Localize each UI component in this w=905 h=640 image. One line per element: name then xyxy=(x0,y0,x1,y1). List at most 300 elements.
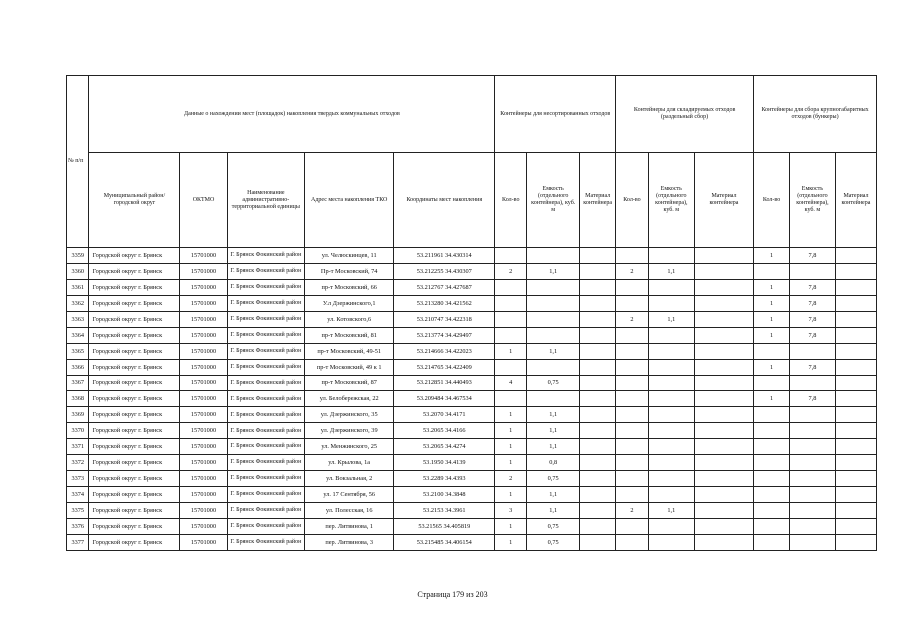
sorted-material-cell xyxy=(694,343,753,359)
row-number: 3367 xyxy=(67,375,89,391)
oktmo-cell: 15701000 xyxy=(180,518,227,534)
unsorted-count-cell: 2 xyxy=(495,471,527,487)
territory-cell: Г. Брянск Фокинский район xyxy=(227,327,305,343)
municipality-cell: Городской округ г. Брянск xyxy=(89,407,180,423)
unsorted-capacity-cell xyxy=(527,279,580,295)
unsorted-count-cell: 4 xyxy=(495,375,527,391)
address-cell: ул. Белобережская, 22 xyxy=(305,391,394,407)
bulky-count-cell xyxy=(754,487,790,503)
sorted-capacity-cell xyxy=(648,375,694,391)
unsorted-count-cell: 1 xyxy=(495,343,527,359)
address-cell: пр-т Московский, 66 xyxy=(305,279,394,295)
col-unsorted-count-header: Кол-во xyxy=(495,153,527,248)
oktmo-cell: 15701000 xyxy=(180,503,227,519)
bulky-capacity-cell: 7,8 xyxy=(789,391,835,407)
address-cell: ул. Дзержинского, 39 xyxy=(305,423,394,439)
bulky-material-cell xyxy=(835,327,876,343)
sorted-capacity-cell xyxy=(648,279,694,295)
bulky-capacity-cell xyxy=(789,343,835,359)
unsorted-count-cell: 1 xyxy=(495,534,527,550)
coords-cell: 53.210747 34.422318 xyxy=(394,311,495,327)
coords-cell: 53.1950 34.4139 xyxy=(394,455,495,471)
col-sorted-material-header: Материал контейнера xyxy=(694,153,753,248)
unsorted-count-cell: 1 xyxy=(495,407,527,423)
bulky-count-cell: 1 xyxy=(754,359,790,375)
municipality-cell: Городской округ г. Брянск xyxy=(89,518,180,534)
unsorted-count-cell: 3 xyxy=(495,503,527,519)
address-cell: ул. Менжинского, 25 xyxy=(305,439,394,455)
bulky-count-cell xyxy=(754,471,790,487)
unsorted-count-cell xyxy=(495,391,527,407)
oktmo-cell: 15701000 xyxy=(180,263,227,279)
sorted-count-cell xyxy=(616,407,649,423)
sorted-count-cell xyxy=(616,471,649,487)
bulky-count-cell xyxy=(754,534,790,550)
sorted-capacity-cell xyxy=(648,487,694,503)
col-number-header: № п/п xyxy=(67,76,89,248)
municipality-cell: Городской округ г. Брянск xyxy=(89,327,180,343)
bulky-material-cell xyxy=(835,423,876,439)
address-cell: ул. Вокзальная, 2 xyxy=(305,471,394,487)
sorted-material-cell xyxy=(694,439,753,455)
sorted-count-cell xyxy=(616,327,649,343)
unsorted-capacity-cell: 0,75 xyxy=(527,471,580,487)
coords-cell: 53.2153 34.3961 xyxy=(394,503,495,519)
table-body xyxy=(67,248,877,551)
municipality-cell: Городской округ г. Брянск xyxy=(89,503,180,519)
table-row xyxy=(67,375,877,391)
sorted-capacity-cell xyxy=(648,439,694,455)
row-number: 3365 xyxy=(67,343,89,359)
sorted-material-cell xyxy=(694,487,753,503)
sorted-material-cell xyxy=(694,503,753,519)
sorted-count-cell xyxy=(616,343,649,359)
oktmo-cell: 15701000 xyxy=(180,375,227,391)
group-sorted-header: Контейнеры для складируемых отходов (раздельный сбор) xyxy=(616,76,754,153)
unsorted-material-cell xyxy=(580,375,616,391)
coords-cell: 53.212851 34.440493 xyxy=(394,375,495,391)
bulky-capacity-cell: 7,8 xyxy=(789,359,835,375)
address-cell: пер. Литвинова, 3 xyxy=(305,534,394,550)
oktmo-cell: 15701000 xyxy=(180,359,227,375)
bulky-material-cell xyxy=(835,455,876,471)
sorted-material-cell xyxy=(694,279,753,295)
coords-cell: 53.2289 34.4393 xyxy=(394,471,495,487)
header-column-row xyxy=(67,153,877,248)
municipality-cell: Городской округ г. Брянск xyxy=(89,311,180,327)
col-unsorted-capacity-header: Емкость (отдельного контейнера), куб. м xyxy=(527,153,580,248)
territory-cell: Г. Брянск Фокинский район xyxy=(227,534,305,550)
municipality-cell: Городской округ г. Брянск xyxy=(89,295,180,311)
oktmo-cell: 15701000 xyxy=(180,248,227,264)
unsorted-material-cell xyxy=(580,471,616,487)
sorted-count-cell: 2 xyxy=(616,263,649,279)
unsorted-material-cell xyxy=(580,359,616,375)
col-coords-header: Координаты мест накопления xyxy=(394,153,495,248)
municipality-cell: Городской округ г. Брянск xyxy=(89,375,180,391)
bulky-capacity-cell xyxy=(789,471,835,487)
sorted-capacity-cell: 1,1 xyxy=(648,263,694,279)
bulky-capacity-cell: 7,8 xyxy=(789,248,835,264)
bulky-material-cell xyxy=(835,279,876,295)
bulky-capacity-cell: 7,8 xyxy=(789,327,835,343)
page-footer: Страница 179 из 203 xyxy=(417,590,488,599)
bulky-capacity-cell: 7,8 xyxy=(789,295,835,311)
sorted-material-cell xyxy=(694,407,753,423)
bulky-material-cell xyxy=(835,391,876,407)
bulky-material-cell xyxy=(835,263,876,279)
sorted-material-cell xyxy=(694,471,753,487)
bulky-capacity-cell xyxy=(789,503,835,519)
bulky-material-cell xyxy=(835,248,876,264)
bulky-count-cell: 1 xyxy=(754,295,790,311)
table-row xyxy=(67,487,877,503)
territory-cell: Г. Брянск Фокинский район xyxy=(227,503,305,519)
address-cell: пр-т Московский, 49 к 1 xyxy=(305,359,394,375)
sorted-capacity-cell: 1,1 xyxy=(648,503,694,519)
sorted-capacity-cell xyxy=(648,455,694,471)
bulky-material-cell xyxy=(835,487,876,503)
municipality-cell: Городской округ г. Брянск xyxy=(89,359,180,375)
oktmo-cell: 15701000 xyxy=(180,439,227,455)
table-row xyxy=(67,248,877,264)
sorted-count-cell xyxy=(616,359,649,375)
col-bulky-capacity-header: Емкость (отдельного контейнера), куб. м xyxy=(789,153,835,248)
bulky-material-cell xyxy=(835,503,876,519)
unsorted-count-cell xyxy=(495,279,527,295)
territory-cell: Г. Брянск Фокинский район xyxy=(227,518,305,534)
coords-cell: 53.214765 34.422409 xyxy=(394,359,495,375)
address-cell: пр-т Московский, 49-51 xyxy=(305,343,394,359)
territory-cell: Г. Брянск Фокинский район xyxy=(227,248,305,264)
sorted-count-cell xyxy=(616,455,649,471)
coords-cell: 53.212255 34.430307 xyxy=(394,263,495,279)
table-row xyxy=(67,534,877,550)
territory-cell: Г. Брянск Фокинский район xyxy=(227,455,305,471)
unsorted-capacity-cell xyxy=(527,327,580,343)
bulky-material-cell xyxy=(835,375,876,391)
sorted-material-cell xyxy=(694,248,753,264)
unsorted-capacity-cell: 1,1 xyxy=(527,423,580,439)
col-bulky-material-header: Материал контейнера xyxy=(835,153,876,248)
sorted-count-cell: 2 xyxy=(616,311,649,327)
row-number: 3366 xyxy=(67,359,89,375)
sorted-count-cell xyxy=(616,391,649,407)
coords-cell: 53.213280 34.421562 xyxy=(394,295,495,311)
municipality-cell: Городской округ г. Брянск xyxy=(89,391,180,407)
table-row xyxy=(67,391,877,407)
col-municipality-header: Муниципальный район/городской округ xyxy=(89,153,180,248)
coords-cell: 53.21565 34.405819 xyxy=(394,518,495,534)
unsorted-capacity-cell: 0,75 xyxy=(527,534,580,550)
col-unsorted-material-header: Материал контейнера xyxy=(580,153,616,248)
municipality-cell: Городской округ г. Брянск xyxy=(89,248,180,264)
address-cell: Пр-т Московский, 74 xyxy=(305,263,394,279)
territory-cell: Г. Брянск Фокинский район xyxy=(227,295,305,311)
col-oktmo-header: ОКТМО xyxy=(180,153,227,248)
oktmo-cell: 15701000 xyxy=(180,327,227,343)
unsorted-capacity-cell: 1,1 xyxy=(527,439,580,455)
sorted-capacity-cell xyxy=(648,471,694,487)
unsorted-count-cell xyxy=(495,327,527,343)
coords-cell: 53.2070 34.4171 xyxy=(394,407,495,423)
bulky-count-cell: 1 xyxy=(754,311,790,327)
row-number: 3362 xyxy=(67,295,89,311)
coords-cell: 53.214666 34.422023 xyxy=(394,343,495,359)
unsorted-material-cell xyxy=(580,248,616,264)
table-row xyxy=(67,439,877,455)
coords-cell: 53.211961 34.430314 xyxy=(394,248,495,264)
table-row xyxy=(67,295,877,311)
unsorted-count-cell: 1 xyxy=(495,455,527,471)
unsorted-material-cell xyxy=(580,423,616,439)
unsorted-capacity-cell xyxy=(527,391,580,407)
unsorted-material-cell xyxy=(580,327,616,343)
sorted-material-cell xyxy=(694,534,753,550)
territory-cell: Г. Брянск Фокинский район xyxy=(227,439,305,455)
oktmo-cell: 15701000 xyxy=(180,407,227,423)
address-cell: ул. Челюскинцев, 11 xyxy=(305,248,394,264)
address-cell: ул. 17 Сентября, 56 xyxy=(305,487,394,503)
sorted-material-cell xyxy=(694,391,753,407)
registry-sheet xyxy=(66,75,877,551)
unsorted-material-cell xyxy=(580,279,616,295)
col-sorted-capacity-header: Емкость (отдельного контейнера), куб. м xyxy=(648,153,694,248)
col-territory-header: Наименование административно-территориальной единицы xyxy=(227,153,305,248)
unsorted-capacity-cell: 0,75 xyxy=(527,375,580,391)
table-row xyxy=(67,263,877,279)
unsorted-material-cell xyxy=(580,295,616,311)
unsorted-capacity-cell xyxy=(527,311,580,327)
sorted-count-cell xyxy=(616,518,649,534)
unsorted-count-cell: 1 xyxy=(495,518,527,534)
row-number: 3371 xyxy=(67,439,89,455)
municipality-cell: Городской округ г. Брянск xyxy=(89,423,180,439)
oktmo-cell: 15701000 xyxy=(180,311,227,327)
sorted-count-cell xyxy=(616,423,649,439)
bulky-material-cell xyxy=(835,311,876,327)
bulky-material-cell xyxy=(835,518,876,534)
municipality-cell: Городской округ г. Брянск xyxy=(89,534,180,550)
unsorted-material-cell xyxy=(580,455,616,471)
unsorted-count-cell xyxy=(495,248,527,264)
row-number: 3368 xyxy=(67,391,89,407)
oktmo-cell: 15701000 xyxy=(180,455,227,471)
municipality-cell: Городской округ г. Брянск xyxy=(89,487,180,503)
sorted-capacity-cell xyxy=(648,407,694,423)
row-number: 3370 xyxy=(67,423,89,439)
bulky-capacity-cell: 7,8 xyxy=(789,279,835,295)
bulky-material-cell xyxy=(835,471,876,487)
municipality-cell: Городской округ г. Брянск xyxy=(89,455,180,471)
oktmo-cell: 15701000 xyxy=(180,471,227,487)
bulky-capacity-cell xyxy=(789,375,835,391)
address-cell: ул. Полесская, 16 xyxy=(305,503,394,519)
sorted-capacity-cell xyxy=(648,359,694,375)
unsorted-capacity-cell: 1,1 xyxy=(527,487,580,503)
bulky-capacity-cell xyxy=(789,407,835,423)
sorted-capacity-cell xyxy=(648,248,694,264)
bulky-count-cell xyxy=(754,503,790,519)
row-number: 3363 xyxy=(67,311,89,327)
coords-cell: 53.2100 34.3848 xyxy=(394,487,495,503)
bulky-count-cell xyxy=(754,518,790,534)
oktmo-cell: 15701000 xyxy=(180,279,227,295)
unsorted-material-cell xyxy=(580,439,616,455)
unsorted-material-cell xyxy=(580,487,616,503)
bulky-count-cell xyxy=(754,407,790,423)
unsorted-capacity-cell: 1,1 xyxy=(527,407,580,423)
sorted-count-cell xyxy=(616,248,649,264)
oktmo-cell: 15701000 xyxy=(180,391,227,407)
group-bulky-header: Контейнеры для сбора крупногабаритных отходов (бункеры) xyxy=(754,76,877,153)
bulky-material-cell xyxy=(835,534,876,550)
bulky-count-cell xyxy=(754,439,790,455)
bulky-material-cell xyxy=(835,407,876,423)
bulky-material-cell xyxy=(835,359,876,375)
unsorted-capacity-cell: 0,8 xyxy=(527,455,580,471)
oktmo-cell: 15701000 xyxy=(180,487,227,503)
sorted-capacity-cell xyxy=(648,518,694,534)
bulky-capacity-cell xyxy=(789,518,835,534)
municipality-cell: Городской округ г. Брянск xyxy=(89,471,180,487)
sorted-material-cell xyxy=(694,311,753,327)
sorted-count-cell xyxy=(616,295,649,311)
sorted-material-cell xyxy=(694,327,753,343)
row-number: 3359 xyxy=(67,248,89,264)
unsorted-material-cell xyxy=(580,391,616,407)
table-row xyxy=(67,455,877,471)
table-row xyxy=(67,423,877,439)
unsorted-capacity-cell: 1,1 xyxy=(527,343,580,359)
row-number: 3373 xyxy=(67,471,89,487)
unsorted-material-cell xyxy=(580,263,616,279)
unsorted-count-cell xyxy=(495,359,527,375)
table-row xyxy=(67,343,877,359)
table-row xyxy=(67,327,877,343)
unsorted-material-cell xyxy=(580,343,616,359)
row-number: 3375 xyxy=(67,503,89,519)
unsorted-capacity-cell: 1,1 xyxy=(527,263,580,279)
bulky-capacity-cell xyxy=(789,455,835,471)
coords-cell: 53.2065 34.4166 xyxy=(394,423,495,439)
col-bulky-count-header: Кол-во xyxy=(754,153,790,248)
col-sorted-count-header: Кол-во xyxy=(616,153,649,248)
unsorted-count-cell xyxy=(495,311,527,327)
bulky-capacity-cell xyxy=(789,534,835,550)
table-row xyxy=(67,311,877,327)
waste-sites-table xyxy=(66,75,877,551)
sorted-material-cell xyxy=(694,375,753,391)
oktmo-cell: 15701000 xyxy=(180,343,227,359)
territory-cell: Г. Брянск Фокинский район xyxy=(227,263,305,279)
sorted-count-cell xyxy=(616,439,649,455)
territory-cell: Г. Брянск Фокинский район xyxy=(227,359,305,375)
sorted-count-cell xyxy=(616,487,649,503)
row-number: 3374 xyxy=(67,487,89,503)
address-cell: У.л Дзержинского,1 xyxy=(305,295,394,311)
unsorted-capacity-cell: 0,75 xyxy=(527,518,580,534)
unsorted-material-cell xyxy=(580,311,616,327)
bulky-capacity-cell xyxy=(789,423,835,439)
bulky-count-cell: 1 xyxy=(754,248,790,264)
unsorted-count-cell: 1 xyxy=(495,439,527,455)
sorted-material-cell xyxy=(694,263,753,279)
table-row xyxy=(67,407,877,423)
sorted-capacity-cell xyxy=(648,343,694,359)
table-row xyxy=(67,279,877,295)
territory-cell: Г. Брянск Фокинский район xyxy=(227,279,305,295)
bulky-count-cell xyxy=(754,455,790,471)
bulky-material-cell xyxy=(835,343,876,359)
row-number: 3372 xyxy=(67,455,89,471)
address-cell: ул. Дзержинского, 35 xyxy=(305,407,394,423)
bulky-count-cell xyxy=(754,343,790,359)
sorted-capacity-cell: 1,1 xyxy=(648,311,694,327)
bulky-count-cell: 1 xyxy=(754,327,790,343)
sorted-count-cell xyxy=(616,534,649,550)
coords-cell: 53.209484 34.467534 xyxy=(394,391,495,407)
bulky-count-cell xyxy=(754,375,790,391)
col-address-header: Адрес места накопления ТКО xyxy=(305,153,394,248)
unsorted-capacity-cell xyxy=(527,248,580,264)
coords-cell: 53.2065 34.4274 xyxy=(394,439,495,455)
coords-cell: 53.215485 34.406154 xyxy=(394,534,495,550)
row-number: 3376 xyxy=(67,518,89,534)
municipality-cell: Городской округ г. Брянск xyxy=(89,263,180,279)
row-number: 3361 xyxy=(67,279,89,295)
bulky-count-cell: 1 xyxy=(754,391,790,407)
municipality-cell: Городской округ г. Брянск xyxy=(89,343,180,359)
group-unsorted-header: Контейнеры для несортированных отходов xyxy=(495,76,616,153)
bulky-material-cell xyxy=(835,439,876,455)
bulky-capacity-cell xyxy=(789,487,835,503)
unsorted-capacity-cell xyxy=(527,295,580,311)
unsorted-capacity-cell: 1,1 xyxy=(527,503,580,519)
sorted-material-cell xyxy=(694,518,753,534)
bulky-material-cell xyxy=(835,295,876,311)
territory-cell: Г. Брянск Фокинский район xyxy=(227,391,305,407)
unsorted-capacity-cell xyxy=(527,359,580,375)
bulky-count-cell: 1 xyxy=(754,279,790,295)
table-row xyxy=(67,359,877,375)
territory-cell: Г. Брянск Фокинский район xyxy=(227,311,305,327)
row-number: 3364 xyxy=(67,327,89,343)
address-cell: ул. Котовского,6 xyxy=(305,311,394,327)
address-cell: пр-т Московский, 81 xyxy=(305,327,394,343)
territory-cell: Г. Брянск Фокинский район xyxy=(227,343,305,359)
bulky-capacity-cell: 7,8 xyxy=(789,311,835,327)
municipality-cell: Городской округ г. Брянск xyxy=(89,439,180,455)
bulky-capacity-cell xyxy=(789,439,835,455)
sorted-material-cell xyxy=(694,359,753,375)
coords-cell: 53.213774 34.429497 xyxy=(394,327,495,343)
row-number: 3369 xyxy=(67,407,89,423)
unsorted-material-cell xyxy=(580,503,616,519)
oktmo-cell: 15701000 xyxy=(180,534,227,550)
sorted-capacity-cell xyxy=(648,423,694,439)
sorted-capacity-cell xyxy=(648,327,694,343)
unsorted-count-cell: 1 xyxy=(495,487,527,503)
sorted-capacity-cell xyxy=(648,295,694,311)
row-number: 3360 xyxy=(67,263,89,279)
coords-cell: 53.212767 34.427687 xyxy=(394,279,495,295)
territory-cell: Г. Брянск Фокинский район xyxy=(227,423,305,439)
unsorted-count-cell xyxy=(495,295,527,311)
territory-cell: Г. Брянск Фокинский район xyxy=(227,487,305,503)
address-cell: пер. Литвинова, 1 xyxy=(305,518,394,534)
unsorted-material-cell xyxy=(580,407,616,423)
